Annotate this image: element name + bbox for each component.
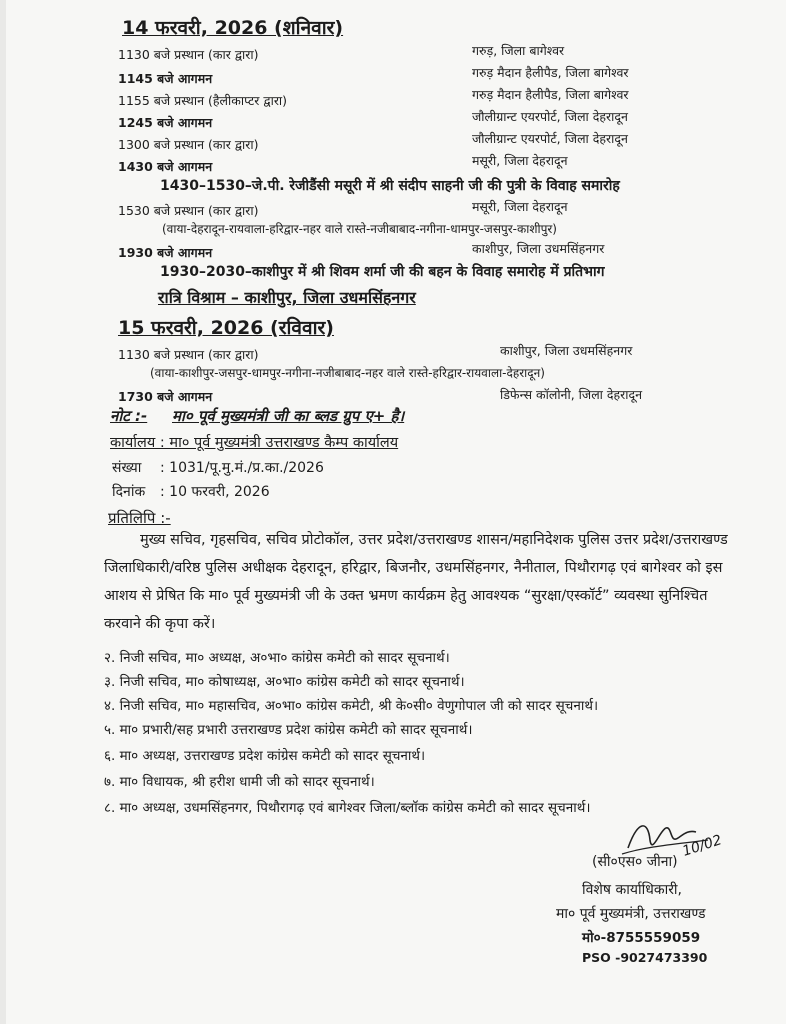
- cc-item: ७. मा० विधायक, श्री हरीश धामी जी को सादर सूचनार्थ।: [104, 774, 375, 790]
- ref-value: : 1031/पू.मु.मं./प्र.का./2026: [160, 460, 324, 476]
- cc-item: ४. निजी सचिव, मा० महासचिव, अ०भा० कांग्रेस कमेटी, श्री के०सी० वेणुगोपाल जी को सादर सूचनार्थ।: [104, 698, 599, 714]
- ref-label: संख्या: [112, 460, 142, 476]
- event-line: 1430–1530–जे.पी. रेजीडैंसी मसूरी में श्री संदीप साहनी जी की पुत्री के विवाह समारोह: [160, 178, 620, 194]
- signatory-pso: PSO -9027473390: [582, 950, 708, 965]
- route-via: (वाया-काशीपुर-जसपुर-धामपुर-नगीना-नजीबाबाद-नहर वाले रास्ते-हरिद्वार-रायवाला-देहरादून): [150, 366, 545, 380]
- schedule-place: गरुड़ मैदान हैलीपैड, जिला बागेश्वर: [472, 65, 629, 80]
- schedule-place: डिफेन्स कॉलोनी, जिला देहरादून: [500, 387, 643, 402]
- cc-item: ५. मा० प्रभारी/सह प्रभारी उत्तराखण्ड प्रदेश कांग्रेस कमेटी को सादर सूचनार्थ।: [104, 722, 473, 738]
- cc-item: ६. मा० अध्यक्ष, उत्तराखण्ड प्रदेश कांग्रेस कमेटी को सादर सूचनार्थ।: [104, 748, 426, 764]
- office-line: कार्यालय : मा० पूर्व मुख्यमंत्री उत्तराखण्ड कैम्प कार्यालय: [110, 435, 399, 451]
- cc-item: २. निजी सचिव, मा० अध्यक्ष, अ०भा० कांग्रेस कमेटी को सादर सूचनार्थ।: [104, 650, 450, 666]
- copy-paragraph: मुख्य सचिव, गृहसचिव, सचिव प्रोटोकॉल, उत्तर प्रदेश/उत्तराखण्ड शासन/महानिदेशक पुलिस उत्तर प्रदेश/उत्तराखण्ड जिलाधिकारी/वरिष्ठ पुलिस अधीक्षक देहरादून, हरिद्वार, बिजनौर, उधमसिंहनगर, नैनीताल, पिथौरागढ़ एवं बागेश्वर को इस आशय से प्रेषित कि मा० पूर्व मुख्यमंत्री जी के उक्त भ्रमण कार्यक्रम हेतु आवश्यक “सुरक्षा/एस्कॉर्ट” व्यवस्था सुनिश्चित करवाने की कृपा करें।: [104, 532, 728, 632]
- signature-date: 10/02: [680, 832, 724, 860]
- schedule-time: 1155 बजे प्रस्थान (हैलीकाप्टर द्वारा): [118, 93, 288, 108]
- schedule-place: मसूरी, जिला देहरादून: [472, 153, 568, 168]
- event-line: 1930–2030–काशीपुर में श्री शिवम शर्मा जी की बहन के विवाह समारोह में प्रतिभाग: [160, 264, 605, 280]
- cc-item: ३. निजी सचिव, मा० कोषाध्यक्ष, अ०भा० कांग्रेस कमेटी को सादर सूचनार्थ।: [104, 674, 465, 690]
- schedule-place: काशीपुर, जिला उधमसिंहनगर: [472, 241, 605, 256]
- schedule-time: 1245 बजे आगमन: [118, 115, 213, 130]
- date-value: : 10 फरवरी, 2026: [160, 484, 270, 500]
- signatory-mobile: मो०-8755559059: [582, 930, 701, 946]
- schedule-place: गरुड़, जिला बागेश्वर: [472, 43, 565, 58]
- signatory-name: (सी०एस० जीना): [592, 854, 678, 870]
- schedule-place: काशीपुर, जिला उधमसिंहनगर: [500, 343, 633, 358]
- signatory-org: मा० पूर्व मुख्यमंत्री, उत्तराखण्ड: [556, 906, 706, 922]
- schedule-time: 1930 बजे आगमन: [118, 245, 213, 260]
- schedule-time: 1300 बजे प्रस्थान (कार द्वारा): [118, 137, 259, 152]
- page-edge: [0, 0, 6, 1024]
- schedule-time: 1145 बजे आगमन: [118, 71, 213, 86]
- schedule-time: 1130 बजे प्रस्थान (कार द्वारा): [118, 347, 259, 362]
- copy-title: प्रतिलिपि :-: [108, 509, 171, 527]
- day2-heading: 15 फरवरी, 2026 (रविवार): [118, 317, 334, 339]
- schedule-place: जौलीग्रान्ट एयरपोर्ट, जिला देहरादून: [472, 131, 628, 146]
- cc-item: ८. मा० अध्यक्ष, उधमसिंहनगर, पिथौरागढ़ एवं बागेश्वर जिला/ब्लॉक कांग्रेस कमेटी को सादर सूचनार्थ।: [104, 800, 591, 816]
- note-label: नोट :-: [110, 407, 148, 425]
- date-label: दिनांक: [112, 484, 146, 500]
- schedule-place: गरुड़ मैदान हैलीपैड, जिला बागेश्वर: [472, 87, 629, 102]
- schedule-time: 1730 बजे आगमन: [118, 389, 213, 404]
- route-via: (वाया-देहरादून-रायवाला-हरिद्वार-नहर वाले रास्ते-नजीबाबाद-नगीना-धामपुर-जसपुर-काशीपुर): [162, 222, 557, 236]
- night-halt: रात्रि विश्राम – काशीपुर, जिला उधमसिंहनगर: [158, 288, 416, 307]
- schedule-time: 1430 बजे आगमन: [118, 159, 213, 174]
- day1-heading: 14 फरवरी, 2026 (शनिवार): [122, 17, 344, 39]
- schedule-place: जौलीग्रान्ट एयरपोर्ट, जिला देहरादून: [472, 109, 628, 124]
- schedule-time: 1130 बजे प्रस्थान (कार द्वारा): [118, 47, 259, 62]
- schedule-time: 1530 बजे प्रस्थान (कार द्वारा): [118, 203, 259, 218]
- schedule-place: मसूरी, जिला देहरादून: [472, 199, 568, 214]
- signatory-designation: विशेष कार्याधिकारी,: [582, 882, 683, 898]
- note-text: मा० पूर्व मुख्यमंत्री जी का ब्लड ग्रुप ए+ है।: [172, 407, 405, 425]
